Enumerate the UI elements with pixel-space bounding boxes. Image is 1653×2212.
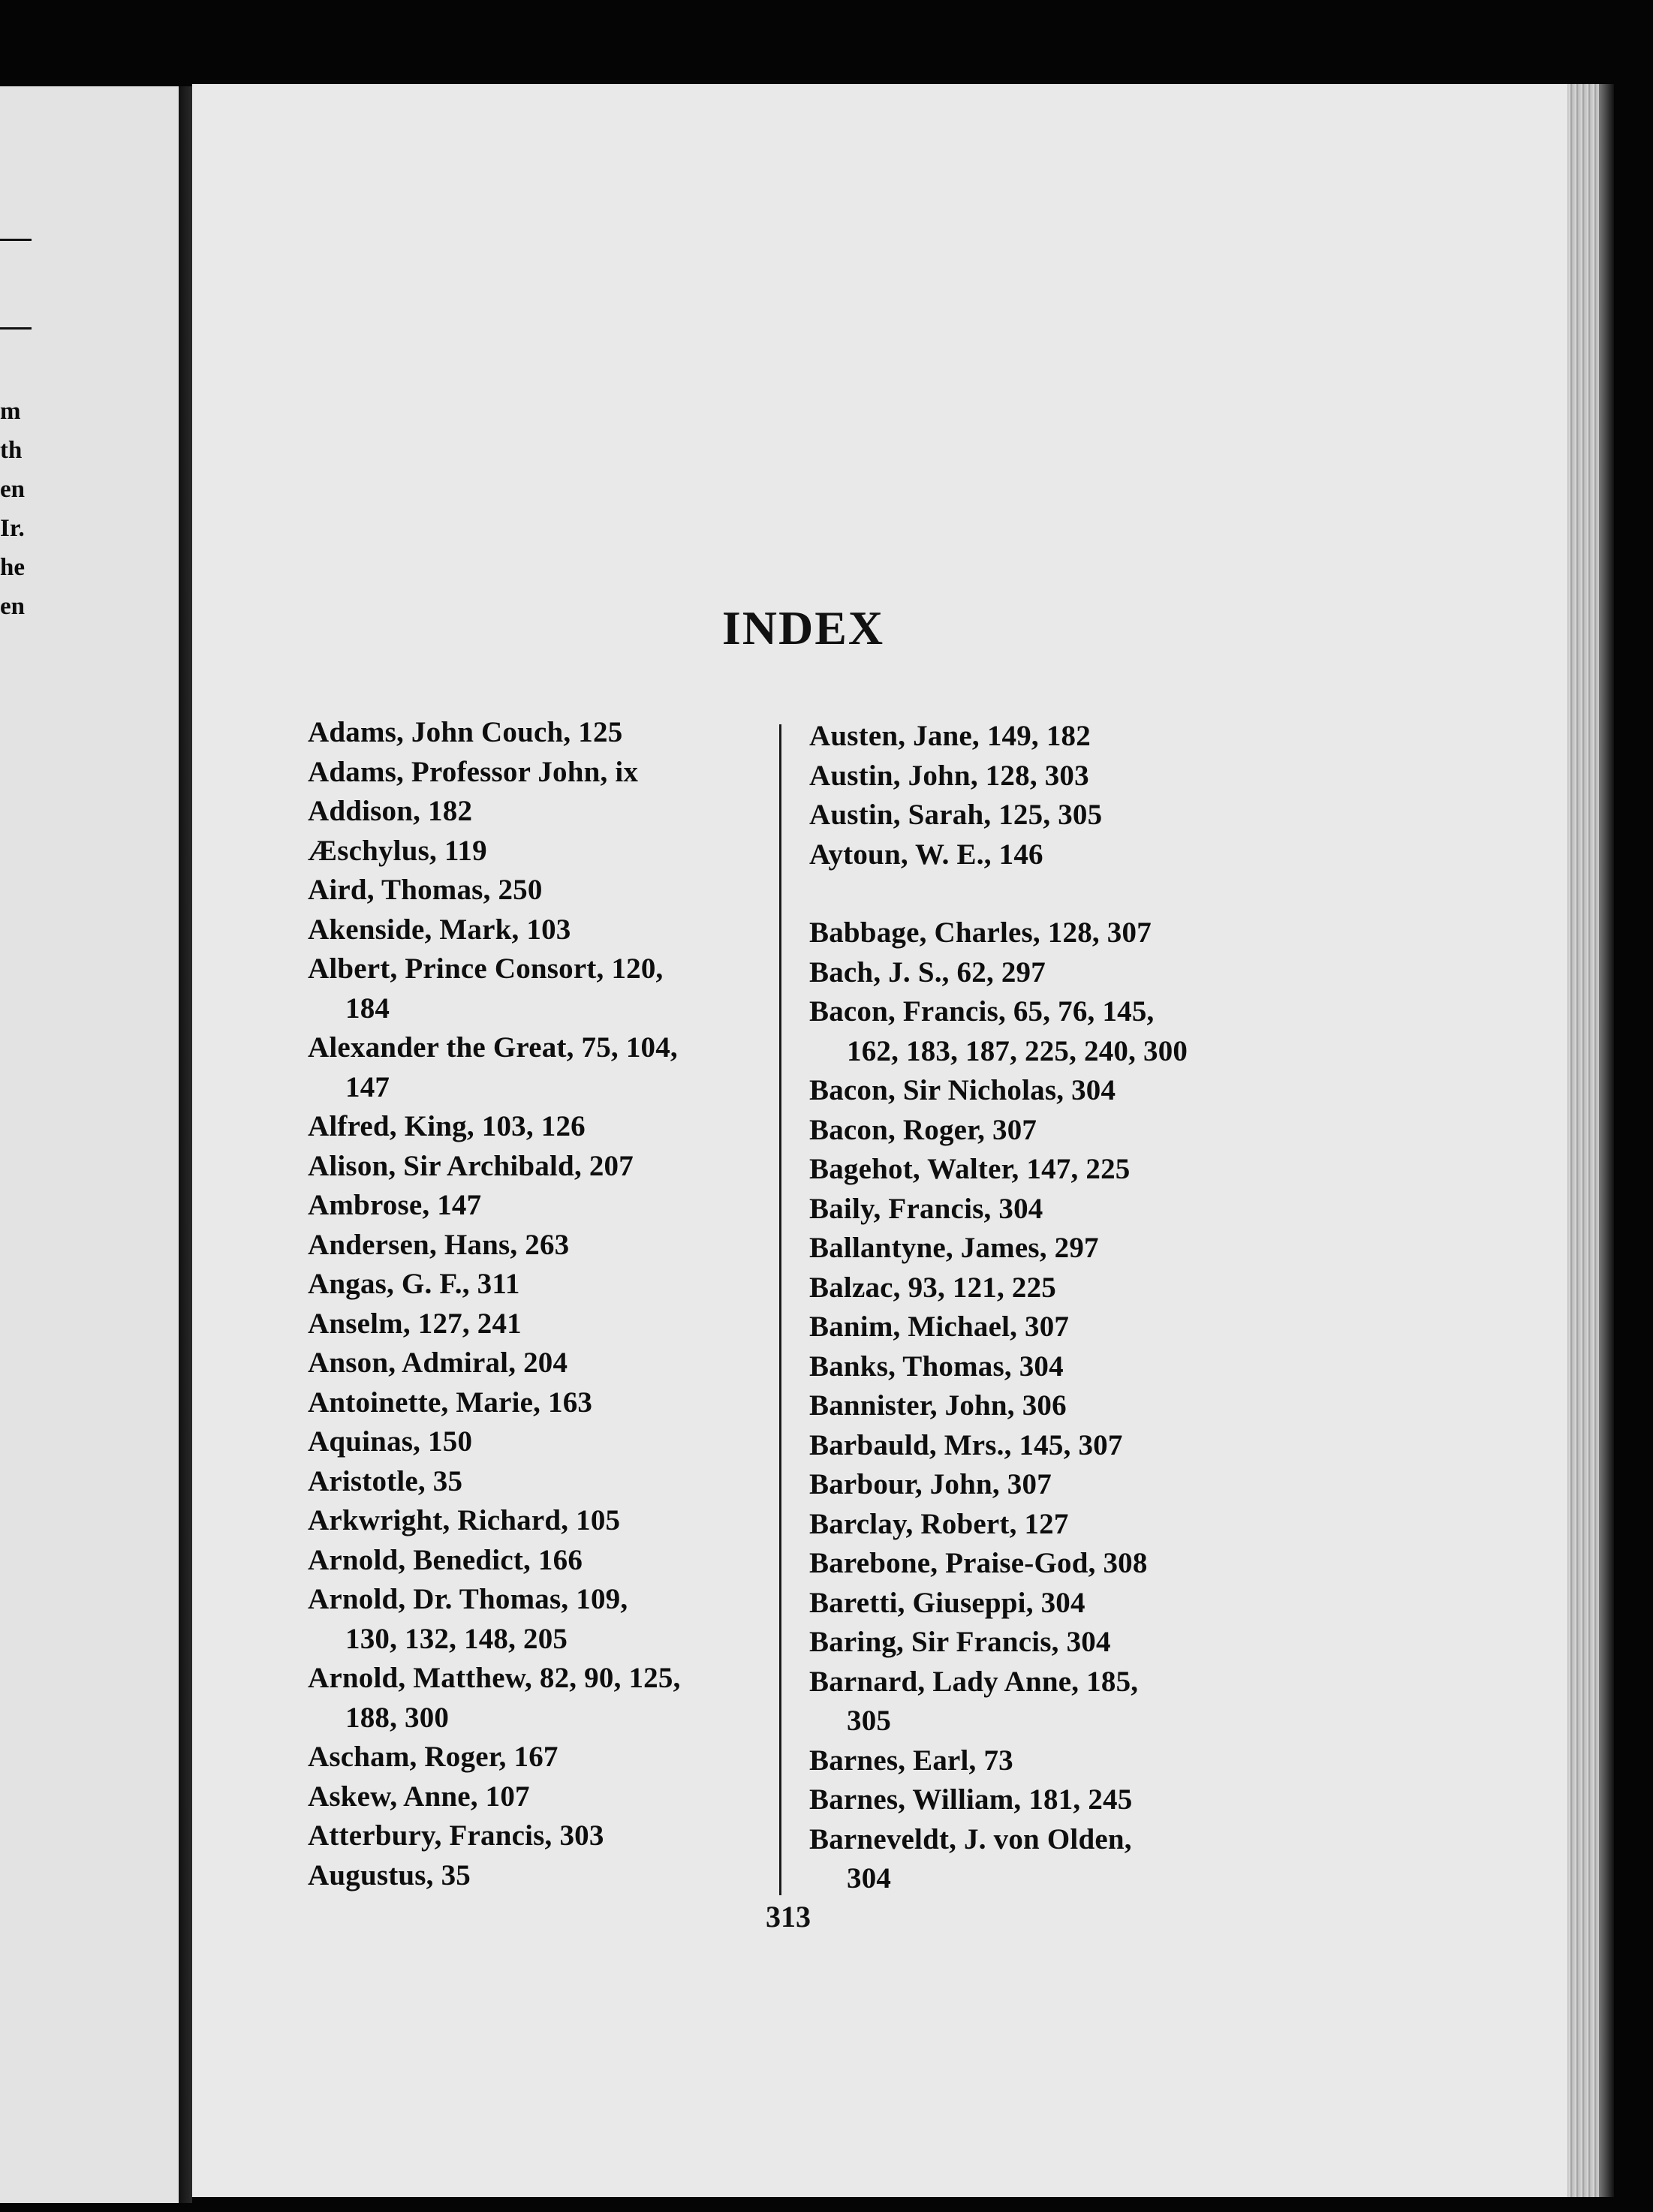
facing-page-rule bbox=[0, 239, 32, 241]
section-gap bbox=[809, 874, 1275, 913]
page-title: INDEX bbox=[721, 601, 885, 655]
index-entry: Austin, Sarah, 125, 305 bbox=[809, 799, 1103, 831]
index-entry-continuation: 130, 132, 148, 205 bbox=[345, 1622, 568, 1655]
index-entry: Banim, Michael, 307 bbox=[809, 1311, 1070, 1343]
index-column-left bbox=[308, 713, 788, 1895]
index-entry: Atterbury, Francis, 303 bbox=[308, 1819, 604, 1852]
index-entry: Bagehot, Walter, 147, 225 bbox=[809, 1153, 1131, 1185]
index-entry-continuation: 305 bbox=[847, 1705, 892, 1737]
facing-page bbox=[0, 86, 179, 2203]
index-entry: Aristotle, 35 bbox=[308, 1464, 463, 1497]
index-entry: Balzac, 93, 121, 225 bbox=[809, 1271, 1056, 1304]
facing-page-fragment: th bbox=[0, 437, 23, 464]
index-entry: Ballantyne, James, 297 bbox=[809, 1232, 1099, 1264]
index-entry: Adams, John Couch, 125 bbox=[308, 716, 623, 748]
index-entry: Baily, Francis, 304 bbox=[809, 1192, 1043, 1225]
index-column-right bbox=[809, 717, 1275, 1899]
facing-page-fragment: m bbox=[0, 398, 21, 425]
index-entry: Aquinas, 150 bbox=[308, 1425, 473, 1458]
index-entry: Bacon, Francis, 65, 76, 145, bbox=[809, 995, 1155, 1028]
index-entry: Bannister, John, 306 bbox=[809, 1389, 1067, 1422]
index-entry: Barclay, Robert, 127 bbox=[809, 1507, 1069, 1540]
index-entry: Bacon, Sir Nicholas, 304 bbox=[809, 1074, 1116, 1106]
index-entry: Akenside, Mark, 103 bbox=[308, 913, 571, 946]
page-edges bbox=[1567, 84, 1599, 2197]
index-entry-continuation: 147 bbox=[345, 1070, 390, 1103]
index-entry: Æschylus, 119 bbox=[308, 834, 487, 867]
index-entry: Baretti, Giuseppi, 304 bbox=[809, 1586, 1085, 1619]
index-entry: Alfred, King, 103, 126 bbox=[308, 1110, 586, 1142]
index-entry: Aytoun, W. E., 146 bbox=[809, 838, 1043, 871]
index-entry: Albert, Prince Consort, 120, bbox=[308, 953, 664, 985]
index-entry: Babbage, Charles, 128, 307 bbox=[809, 916, 1152, 949]
index-entry: Antoinette, Marie, 163 bbox=[308, 1386, 593, 1419]
index-entry: Barnard, Lady Anne, 185, bbox=[809, 1665, 1139, 1698]
page-edges-shadow bbox=[1599, 84, 1614, 2197]
index-entry: Barneveldt, J. von Olden, bbox=[809, 1822, 1132, 1855]
index-entry: Arnold, Matthew, 82, 90, 125, bbox=[308, 1662, 681, 1694]
facing-page-fragment: Ir. bbox=[0, 515, 25, 542]
page-number: 313 bbox=[766, 1900, 811, 1934]
index-entry: Adams, Professor John, ix bbox=[308, 755, 639, 788]
index-entry: Ambrose, 147 bbox=[308, 1189, 482, 1221]
index-entry: Askew, Anne, 107 bbox=[308, 1780, 530, 1813]
index-entry: Austen, Jane, 149, 182 bbox=[809, 720, 1091, 752]
index-entry: Arnold, Benedict, 166 bbox=[308, 1543, 583, 1576]
facing-page-fragment: en bbox=[0, 593, 25, 620]
index-entry: Arnold, Dr. Thomas, 109, bbox=[308, 1583, 628, 1615]
index-entry: Austin, John, 128, 303 bbox=[809, 759, 1089, 792]
index-entry: Aird, Thomas, 250 bbox=[308, 874, 543, 906]
facing-page-rule bbox=[0, 327, 32, 330]
facing-page-fragment: he bbox=[0, 554, 25, 581]
index-entry: Andersen, Hans, 263 bbox=[308, 1228, 570, 1261]
index-entry: Barbour, John, 307 bbox=[809, 1468, 1052, 1500]
index-entry: Barbauld, Mrs., 145, 307 bbox=[809, 1428, 1123, 1461]
index-entry: Anselm, 127, 241 bbox=[308, 1307, 522, 1340]
index-entry: Banks, Thomas, 304 bbox=[809, 1350, 1064, 1383]
index-entry-continuation: 162, 183, 187, 225, 240, 300 bbox=[847, 1034, 1188, 1067]
index-entry: Augustus, 35 bbox=[308, 1858, 471, 1891]
index-entry: Baring, Sir Francis, 304 bbox=[809, 1626, 1111, 1658]
index-entry: Alison, Sir Archibald, 207 bbox=[308, 1149, 634, 1182]
index-entry: Anson, Admiral, 204 bbox=[308, 1347, 568, 1379]
index-entry: Bach, J. S., 62, 297 bbox=[809, 956, 1046, 989]
index-entry: Ascham, Roger, 167 bbox=[308, 1741, 559, 1773]
index-entry: Barnes, Earl, 73 bbox=[809, 1744, 1013, 1777]
column-divider bbox=[779, 724, 781, 1895]
index-entry: Barnes, William, 181, 245 bbox=[809, 1783, 1133, 1816]
index-entry-continuation: 184 bbox=[345, 992, 390, 1025]
facing-page-fragment: en bbox=[0, 476, 25, 503]
index-entry: Alexander the Great, 75, 104, bbox=[308, 1031, 678, 1064]
index-entry-continuation: 188, 300 bbox=[345, 1701, 450, 1734]
index-entry: Barebone, Praise-God, 308 bbox=[809, 1547, 1148, 1579]
facing-page-text-fragments bbox=[0, 392, 25, 626]
index-entry: Addison, 182 bbox=[308, 795, 473, 827]
index-entry: Angas, G. F., 311 bbox=[308, 1268, 520, 1300]
index-entry: Bacon, Roger, 307 bbox=[809, 1113, 1037, 1146]
book-spine-shadow bbox=[179, 86, 192, 2203]
index-entry-continuation: 304 bbox=[847, 1862, 892, 1894]
index-entry: Arkwright, Richard, 105 bbox=[308, 1504, 621, 1536]
